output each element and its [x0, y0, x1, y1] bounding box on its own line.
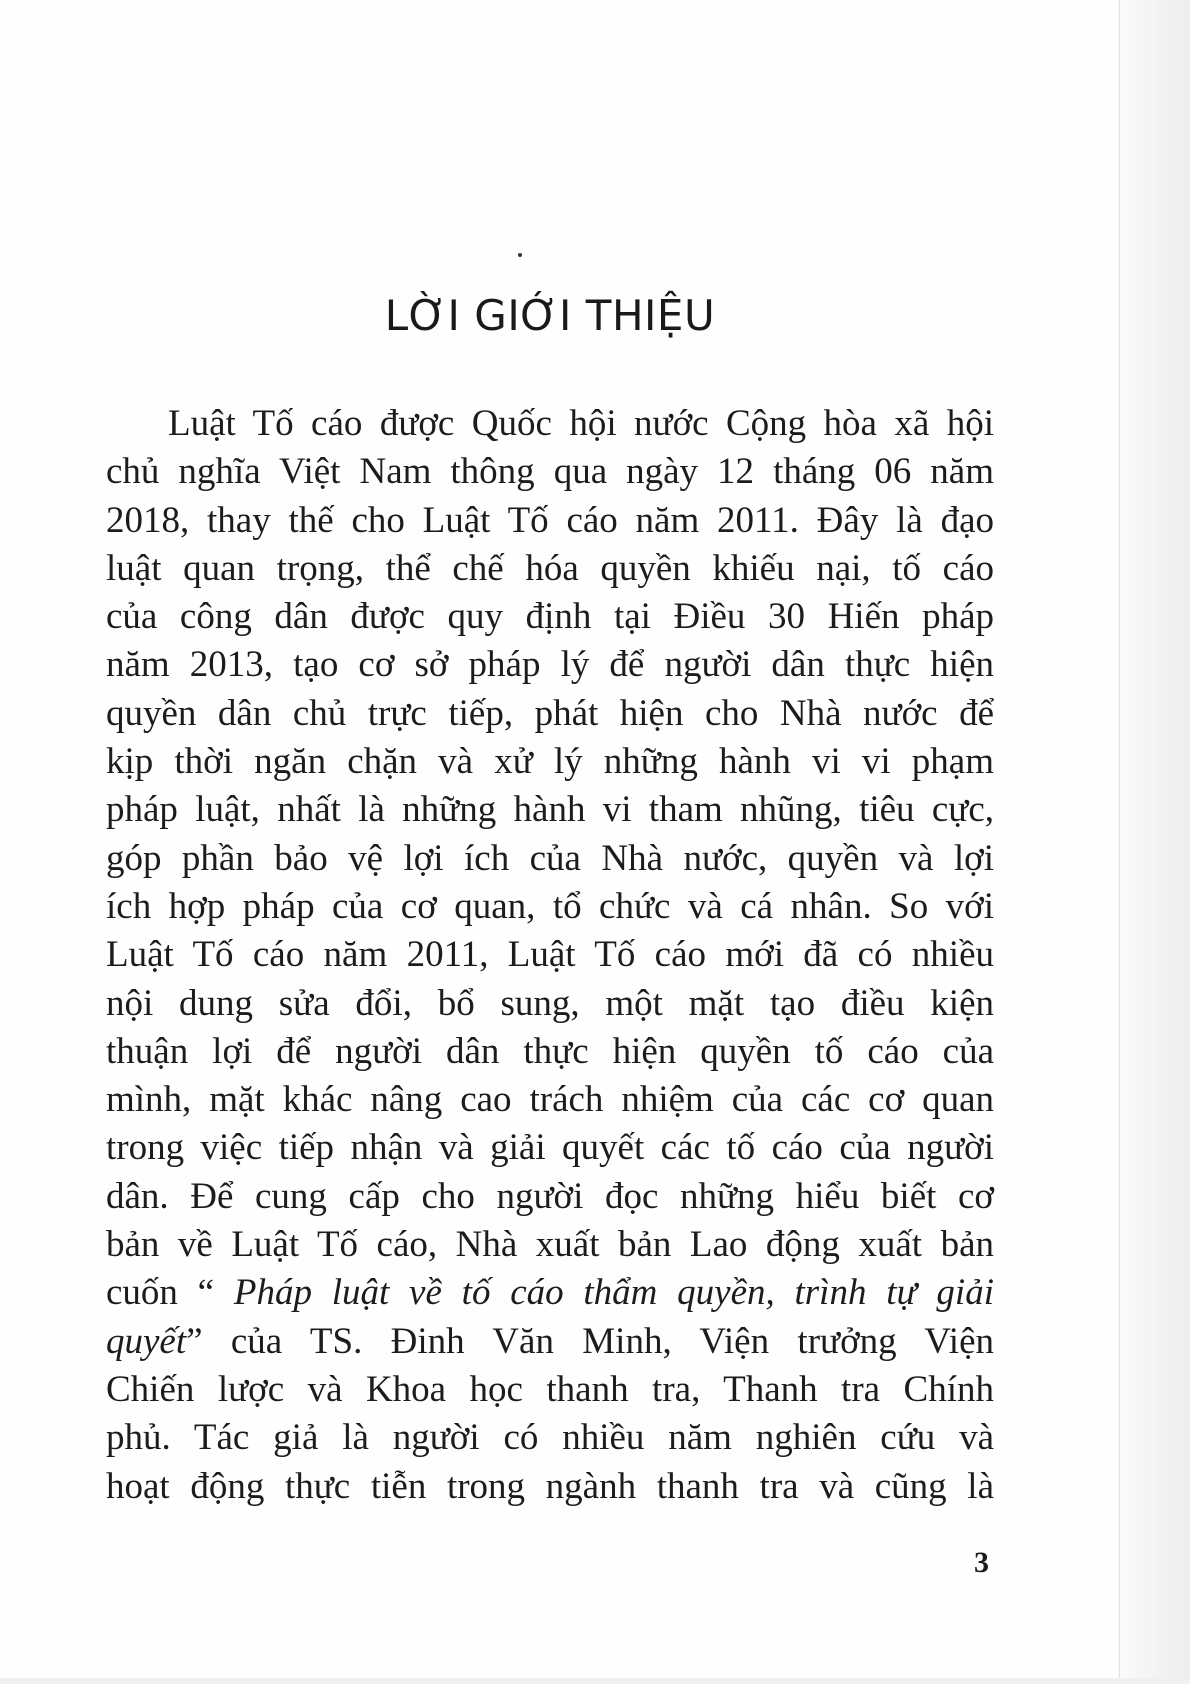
intro-paragraph — [106, 400, 994, 1511]
text-line: thuận lợi để người dân thực hiện quyền tố cáo của — [106, 1030, 994, 1072]
text-line: Luật Tố cáo được Quốc hội nước Cộng hòa xã hội — [168, 403, 994, 444]
text-line: góp phần bảo vệ lợi ích của Nhà nước, quyền và lợi — [106, 837, 994, 879]
text-line-book-title-end — [106, 1318, 994, 1366]
book-title-italic: Pháp luật về tố cáo thẩm quyền, trình tự giải — [233, 1272, 994, 1314]
page-bottom-edge — [0, 1678, 1190, 1684]
text-line: năm 2013, tạo cơ sở pháp lý để người dân thực hiện — [106, 644, 994, 686]
text-line: phủ. Tác giả là người có nhiều năm nghiên cứu và — [106, 1417, 994, 1459]
text-line: hoạt động thực tiễn trong ngành thanh tra và cũng là — [106, 1465, 994, 1507]
text-line: ích hợp pháp của cơ quan, tổ chức và cá nhân. So với — [106, 885, 994, 927]
text-line: quyền dân chủ trực tiếp, phát hiện cho Nhà nước để — [106, 692, 994, 734]
text-line: Luật Tố cáo năm 2011, Luật Tố cáo mới đã có nhiều — [106, 934, 994, 976]
page-edge-shadow — [1118, 0, 1190, 1684]
text-line: nội dung sửa đổi, bổ sung, một mặt tạo điều kiện — [106, 982, 994, 1024]
text-line: kịp thời ngăn chặn và xử lý những hành vi vi phạm — [106, 741, 994, 783]
page-title: LỜI GIỚI THIỆU — [384, 291, 716, 340]
text-line: bản về Luật Tố cáo, Nhà xuất bản Lao động xuất bản — [106, 1224, 994, 1266]
text-run: ” của TS. Đinh Văn Minh, Viện trưởng Viện — [186, 1320, 994, 1362]
text-line: của công dân được quy định tại Điều 30 Hiến pháp — [106, 596, 994, 638]
page-number: 3 — [974, 1546, 989, 1579]
text-line: chủ nghĩa Việt Nam thông qua ngày 12 tháng 06 năm — [106, 451, 994, 493]
text-line: 2018, thay thế cho Luật Tố cáo năm 2011. Đây là đạo — [106, 499, 994, 541]
page-edge-line — [1119, 0, 1120, 1684]
text-line: pháp luật, nhất là những hành vi tham nhũng, tiêu cực, — [106, 789, 994, 831]
text-line-book-title-start — [106, 1269, 994, 1317]
book-title-italic: quyết — [106, 1320, 187, 1362]
text-line: mình, mặt khác nâng cao trách nhiệm của các cơ quan — [106, 1079, 994, 1121]
print-speck — [518, 253, 522, 257]
text-line: luật quan trọng, thể chế hóa quyền khiếu nại, tố cáo — [106, 547, 994, 589]
text-line: dân. Để cung cấp cho người đọc những hiểu biết cơ — [106, 1175, 994, 1217]
text-run: cuốn “ — [106, 1272, 234, 1314]
text-line: trong việc tiếp nhận và giải quyết các tố cáo của người — [106, 1127, 994, 1169]
text-line: Chiến lược và Khoa học thanh tra, Thanh tra Chính — [106, 1368, 994, 1410]
